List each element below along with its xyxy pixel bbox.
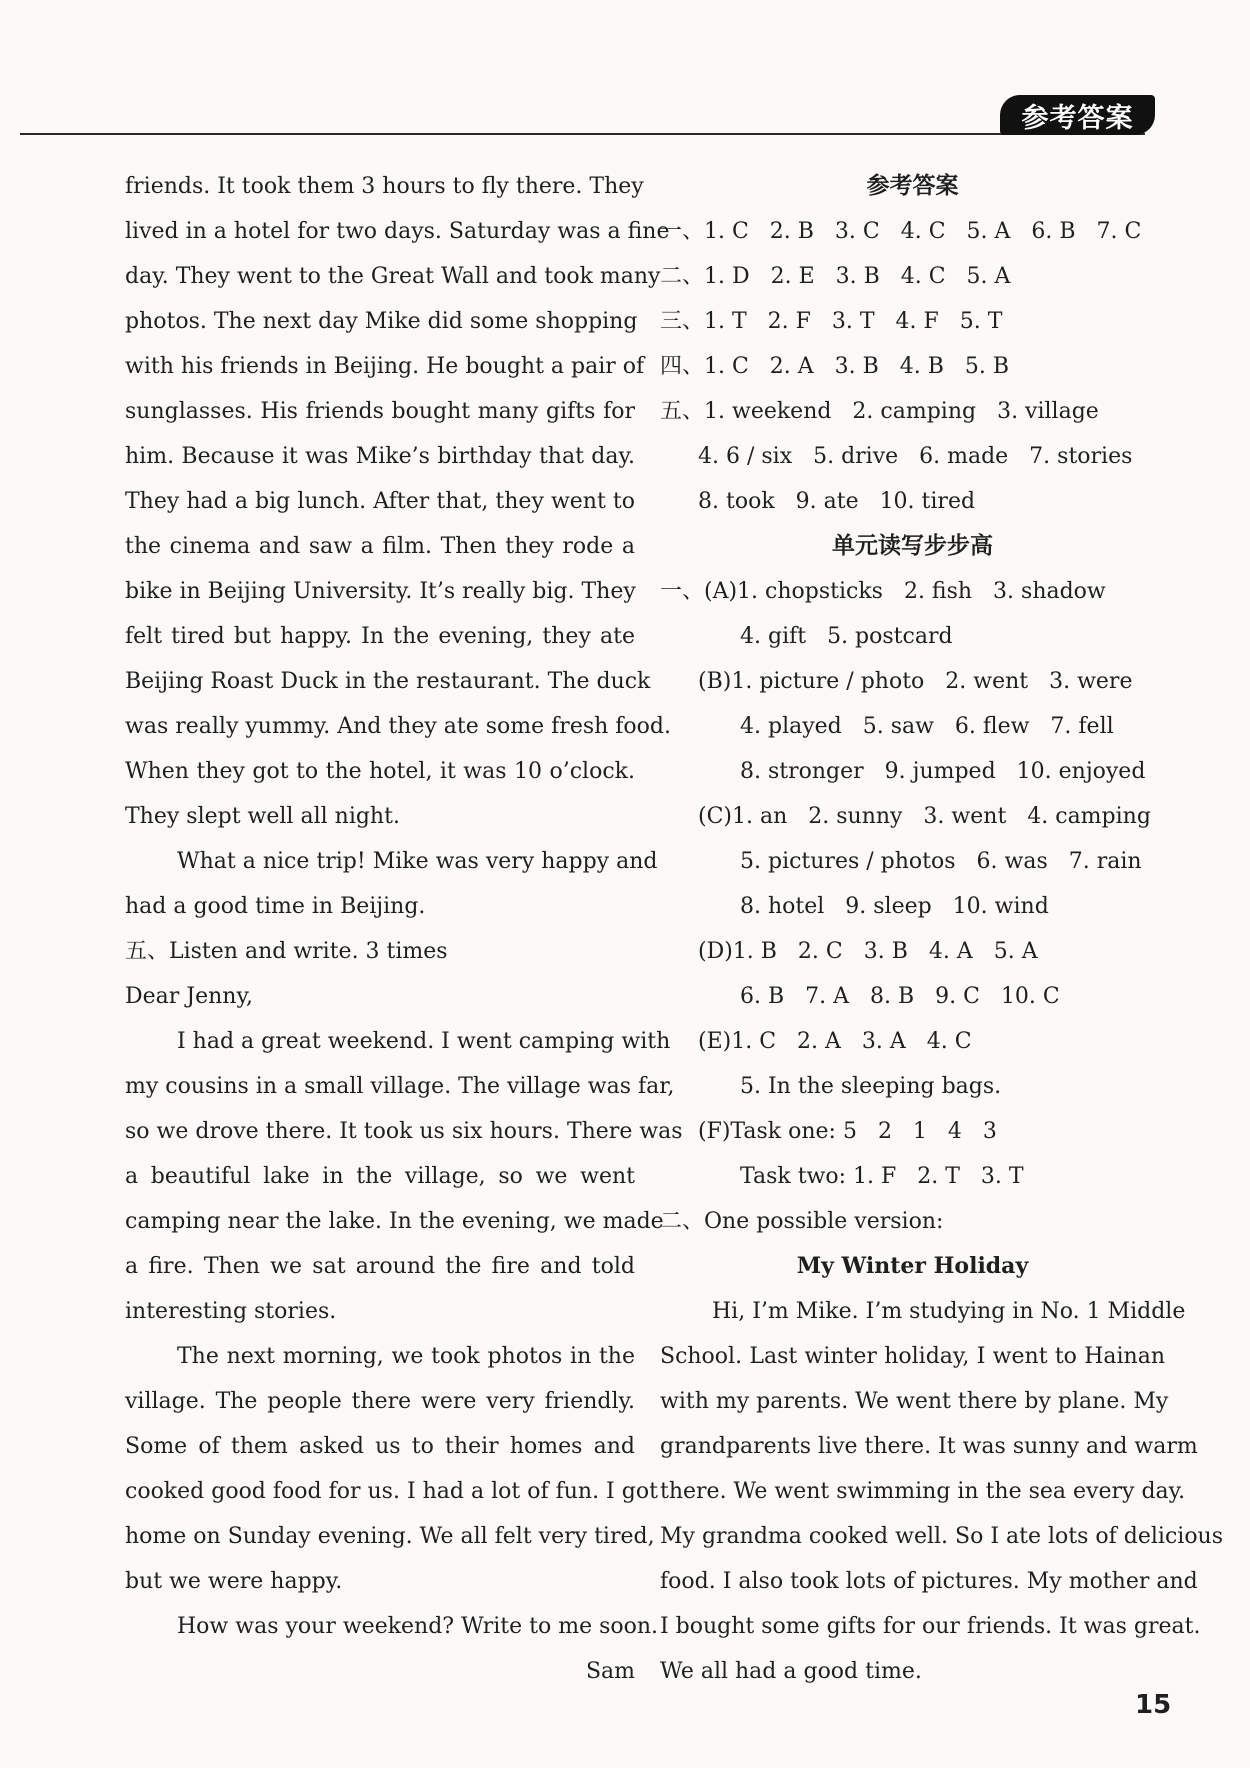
unit-answer-line: 8. stronger 9. jumped 10. enjoyed <box>740 759 1146 784</box>
answer-line: 四、1. C 2. A 3. B 4. B 5. B <box>660 354 1010 379</box>
letter-line: The next morning, we took photos in the <box>177 1344 635 1369</box>
letter-line: How was your weekend? Write to me soon. <box>177 1614 659 1639</box>
letter-line: camping near the lake. In the evening, we made <box>125 1209 664 1234</box>
answer-line: 三、1. T 2. F 3. T 4. F 5. T <box>660 309 1003 334</box>
passage-line: Beijing Roast Duck in the restaurant. The duck <box>125 669 651 694</box>
letter-line: but we were happy. <box>125 1569 343 1594</box>
letter-signature: Sam <box>585 1659 635 1684</box>
essay-line: We all had a good time. <box>660 1659 922 1684</box>
unit-title: 单元读写步步高 <box>832 533 993 559</box>
passage-line: They slept well all night. <box>125 804 400 829</box>
unit-answer-line: 6. B 7. A 8. B 9. C 10. C <box>740 984 1060 1009</box>
essay-line: My grandma cooked well. So I ate lots of delicious <box>660 1524 1224 1549</box>
passage-line: They had a big lunch. After that, they went to <box>125 489 635 514</box>
essay-line: food. I also took lots of pictures. My mother and <box>660 1569 1198 1594</box>
unit-answer-line: (C)1. an 2. sunny 3. went 4. camping <box>698 804 1151 829</box>
answer-line: 4. 6 / six 5. drive 6. made 7. stories <box>698 444 1133 469</box>
passage-line: photos. The next day Mike did some shopping <box>125 309 638 334</box>
section5-title: 五、Listen and write. 3 times <box>125 939 448 964</box>
essay-line: I bought some gifts for our friends. It was great. <box>660 1614 1201 1639</box>
letter-line: cooked good food for us. I had a lot of fun. I got <box>125 1479 658 1504</box>
passage-line: the cinema and saw a film. Then they rode a <box>125 534 635 559</box>
letter-line: so we drove there. It took us six hours. There was <box>125 1119 683 1144</box>
essay-title: My Winter Holiday <box>796 1253 1029 1279</box>
right-column <box>660 164 1224 1694</box>
page-number: 15 <box>1135 1690 1172 1720</box>
passage-line: friends. It took them 3 hours to fly there. They <box>125 174 644 199</box>
left-column <box>125 164 683 1694</box>
unit-answer-line: (E)1. C 2. A 3. A 4. C <box>698 1029 972 1054</box>
essay-line: there. We went swimming in the sea every day. <box>660 1479 1186 1504</box>
section2-title: 二、One possible version: <box>660 1209 944 1234</box>
header-badge: 参考答案 <box>1000 95 1155 135</box>
unit-answer-line: (F)Task one: 5 2 1 4 3 <box>698 1119 997 1144</box>
header-rule <box>20 133 1145 135</box>
passage-line: bike in Beijing University. It’s really big. They <box>125 579 636 604</box>
letter-line: a fire. Then we sat around the fire and told <box>125 1254 635 1279</box>
passage-line: was really yummy. And they ate some fresh food. <box>125 714 671 739</box>
letter-line: home on Sunday evening. We all felt very tired, <box>125 1524 655 1549</box>
answers-title: 参考答案 <box>866 173 959 199</box>
passage-line: lived in a hotel for two days. Saturday was a fine <box>125 219 670 244</box>
unit-answer-line: Task two: 1. F 2. T 3. T <box>740 1164 1024 1189</box>
essay-line: grandparents live there. It was sunny and warm <box>660 1434 1198 1459</box>
essay-line: Hi, I’m Mike. I’m studying in No. 1 Middle <box>712 1299 1186 1324</box>
passage-line: sunglasses. His friends bought many gifts for <box>125 399 635 424</box>
passage-line: When they got to the hotel, it was 10 o’clock. <box>125 759 635 784</box>
unit-answer-line: 4. gift 5. postcard <box>740 624 953 649</box>
closing-line: What a nice trip! Mike was very happy and <box>177 849 658 874</box>
letter-line: a beautiful lake in the village, so we went <box>125 1164 635 1189</box>
answer-line: 二、1. D 2. E 3. B 4. C 5. A <box>660 264 1011 289</box>
unit-answer-line: 5. pictures / photos 6. was 7. rain <box>740 849 1142 874</box>
passage-line: with his friends in Beijing. He bought a pair of <box>125 354 645 379</box>
unit-answer-line: 一、(A)1. chopsticks 2. fish 3. shadow <box>660 579 1106 604</box>
unit-answer-line: 5. In the sleeping bags. <box>740 1074 1002 1099</box>
letter-greeting: Dear Jenny, <box>125 984 253 1009</box>
answer-line: 五、1. weekend 2. camping 3. village <box>660 399 1099 424</box>
letter-line: my cousins in a small village. The village was far, <box>125 1074 675 1099</box>
letter-line: I had a great weekend. I went camping with <box>177 1029 671 1054</box>
letter-line: village. The people there were very friendly. <box>125 1389 635 1414</box>
passage-line: felt tired but happy. In the evening, they ate <box>125 624 635 649</box>
letter-line: Some of them asked us to their homes and <box>125 1434 635 1459</box>
essay-line: with my parents. We went there by plane. My <box>660 1389 1169 1414</box>
closing-line: had a good time in Beijing. <box>125 894 426 919</box>
answer-line: 8. took 9. ate 10. tired <box>698 489 976 514</box>
unit-answer-line: 4. played 5. saw 6. flew 7. fell <box>740 714 1114 739</box>
letter-line: interesting stories. <box>125 1299 337 1324</box>
unit-answer-line: (D)1. B 2. C 3. B 4. A 5. A <box>698 939 1038 964</box>
answer-line: 一、1. C 2. B 3. C 4. C 5. A 6. B 7. C <box>660 219 1142 244</box>
passage-line: him. Because it was Mike’s birthday that day. <box>125 444 635 469</box>
unit-answer-line: (B)1. picture / photo 2. went 3. were <box>698 669 1133 694</box>
passage-line: day. They went to the Great Wall and took many <box>125 264 661 289</box>
unit-answer-line: 8. hotel 9. sleep 10. wind <box>740 894 1049 919</box>
essay-line: School. Last winter holiday, I went to Hainan <box>660 1344 1165 1369</box>
